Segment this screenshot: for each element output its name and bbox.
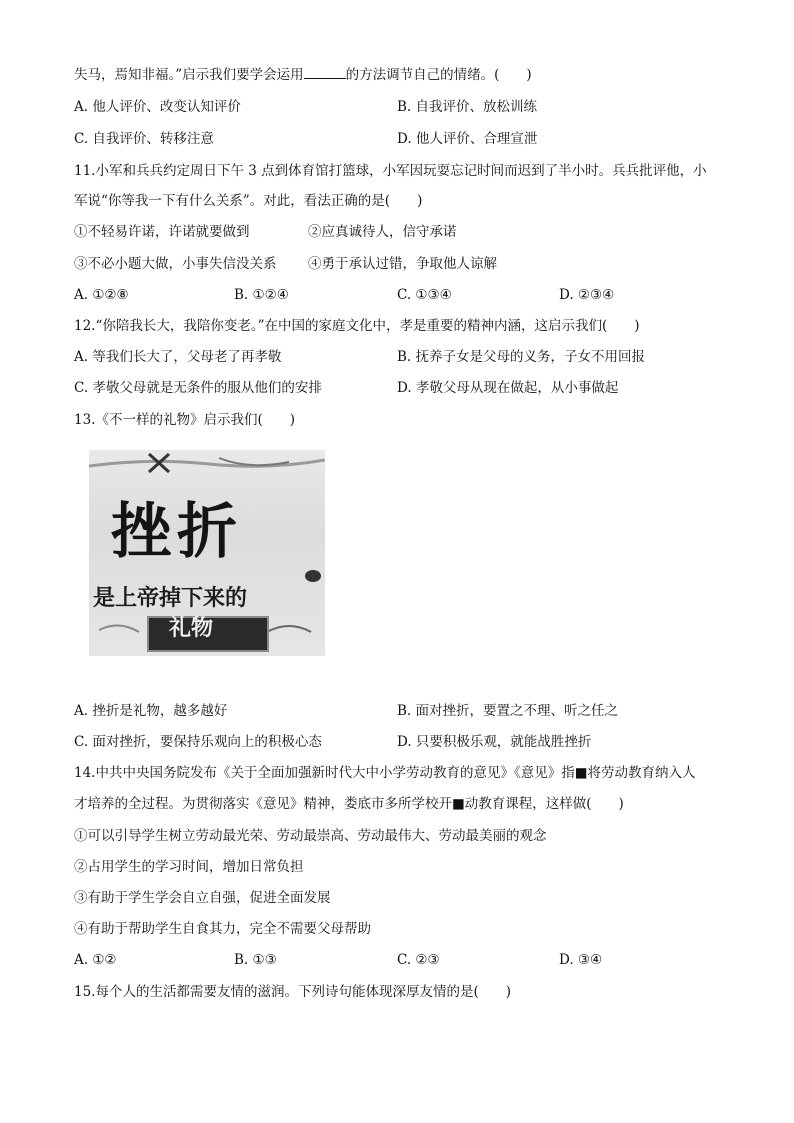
q12-stem: 12.“你陪我长大，我陪你变老。”在中国的家庭文化中，孝是重要的精神内涵，这启示我们( )	[74, 318, 640, 334]
q10-stem-part-b: 的方法调节自己的情绪。( )	[345, 67, 532, 83]
q10-stem	[74, 66, 532, 84]
q13-option-b[interactable]: B. 面对挫折，要置之不理、听之任之	[397, 703, 619, 719]
q14-stem-line-1: 14.中共中央国务院发布《关于全面加强新时代大中小学劳动教育的意见》《意见》指■将劳动教育纳入人	[74, 765, 696, 781]
q11-option-c[interactable]: C. ①③④	[397, 287, 452, 303]
q10-option-b[interactable]: B. 自我评价、放松训练	[397, 99, 538, 115]
q14-stem-line-2: 才培养的全过程。为贯彻落实《意见》精神，娄底市多所学校开■动教育课程，这样做( )	[74, 796, 624, 812]
q11-stem-line-2: 军说“你等我一下有什么关系”。对此，看法正确的是( )	[74, 193, 423, 209]
q11-option-d[interactable]: D. ②③④	[559, 287, 615, 303]
q11-statement-4: ④勇于承认过错，争取他人谅解	[308, 256, 497, 272]
q12-option-b[interactable]: B. 抚养子女是父母的义务，子女不用回报	[397, 349, 646, 365]
q13-option-c[interactable]: C. 面对挫折，要保持乐观向上的积极心态	[74, 734, 322, 750]
q10-option-c[interactable]: C. 自我评价、转移注意	[74, 131, 214, 147]
q14-option-c[interactable]: C. ②③	[397, 952, 440, 968]
q13-stem: 13.《不一样的礼物》启示我们( )	[74, 412, 296, 428]
q13-illustration	[89, 450, 325, 656]
q12-option-a[interactable]: A. 等我们长大了，父母老了再孝敬	[74, 349, 282, 365]
q11-option-b[interactable]: B. ①②④	[234, 287, 289, 303]
q11-statement-2: ②应真诚待人，信守承诺	[308, 224, 457, 240]
q14-statement-1: ①可以引导学生树立劳动最光荣、劳动最崇高、劳动最伟大、劳动最美丽的观念	[74, 828, 547, 844]
q14-option-a[interactable]: A. ①②	[74, 952, 117, 968]
q14-statement-2: ②占用学生的学习时间，增加日常负担	[74, 859, 304, 875]
q12-option-d[interactable]: D. 孝敬父母从现在做起，从小事做起	[397, 380, 619, 396]
q14-option-d[interactable]: D. ③④	[559, 952, 603, 968]
figure-subtitle: 是上帝掉下来的	[93, 586, 248, 611]
q14-statement-4: ④有助于帮助学生自食其力，完全不需要父母帮助	[74, 921, 371, 937]
q11-stem-line-1: 11.小军和兵兵约定周日下午 3 点到体育馆打篮球，小军因玩耍忘记时间而迟到了半小时。兵兵批评他，小	[74, 163, 707, 179]
q10-stem-part-a: 失马，焉知非福。”启示我们要学会运用	[74, 67, 304, 83]
q10-blank	[304, 66, 346, 79]
q14-option-b[interactable]: B. ①③	[234, 952, 277, 968]
q13-option-a[interactable]: A. 挫折是礼物，越多越好	[74, 703, 228, 719]
q13-option-d[interactable]: D. 只要积极乐观，就能战胜挫折	[397, 734, 592, 750]
q11-statement-1: ①不轻易许诺，许诺就要做到	[74, 224, 250, 240]
q15-stem: 15.每个人的生活都需要友情的滋润。下列诗句能体现深厚友情的是( )	[74, 984, 512, 1000]
figure-gift-text: 礼物	[169, 616, 214, 641]
q14-statement-3: ③有助于学生学会自立自强，促进全面发展	[74, 890, 331, 906]
q12-option-c[interactable]: C. 孝敬父母就是无条件的服从他们的安排	[74, 380, 322, 396]
q10-option-a[interactable]: A. 他人评价、改变认知评价	[74, 99, 241, 115]
q11-option-a[interactable]: A. ①②⑧	[74, 287, 129, 303]
q10-option-d[interactable]: D. 他人评价、合理宣泄	[397, 131, 538, 147]
figure-title: 挫折	[111, 497, 243, 567]
q11-statement-3: ③不必小题大做，小事失信没关系	[74, 256, 277, 272]
